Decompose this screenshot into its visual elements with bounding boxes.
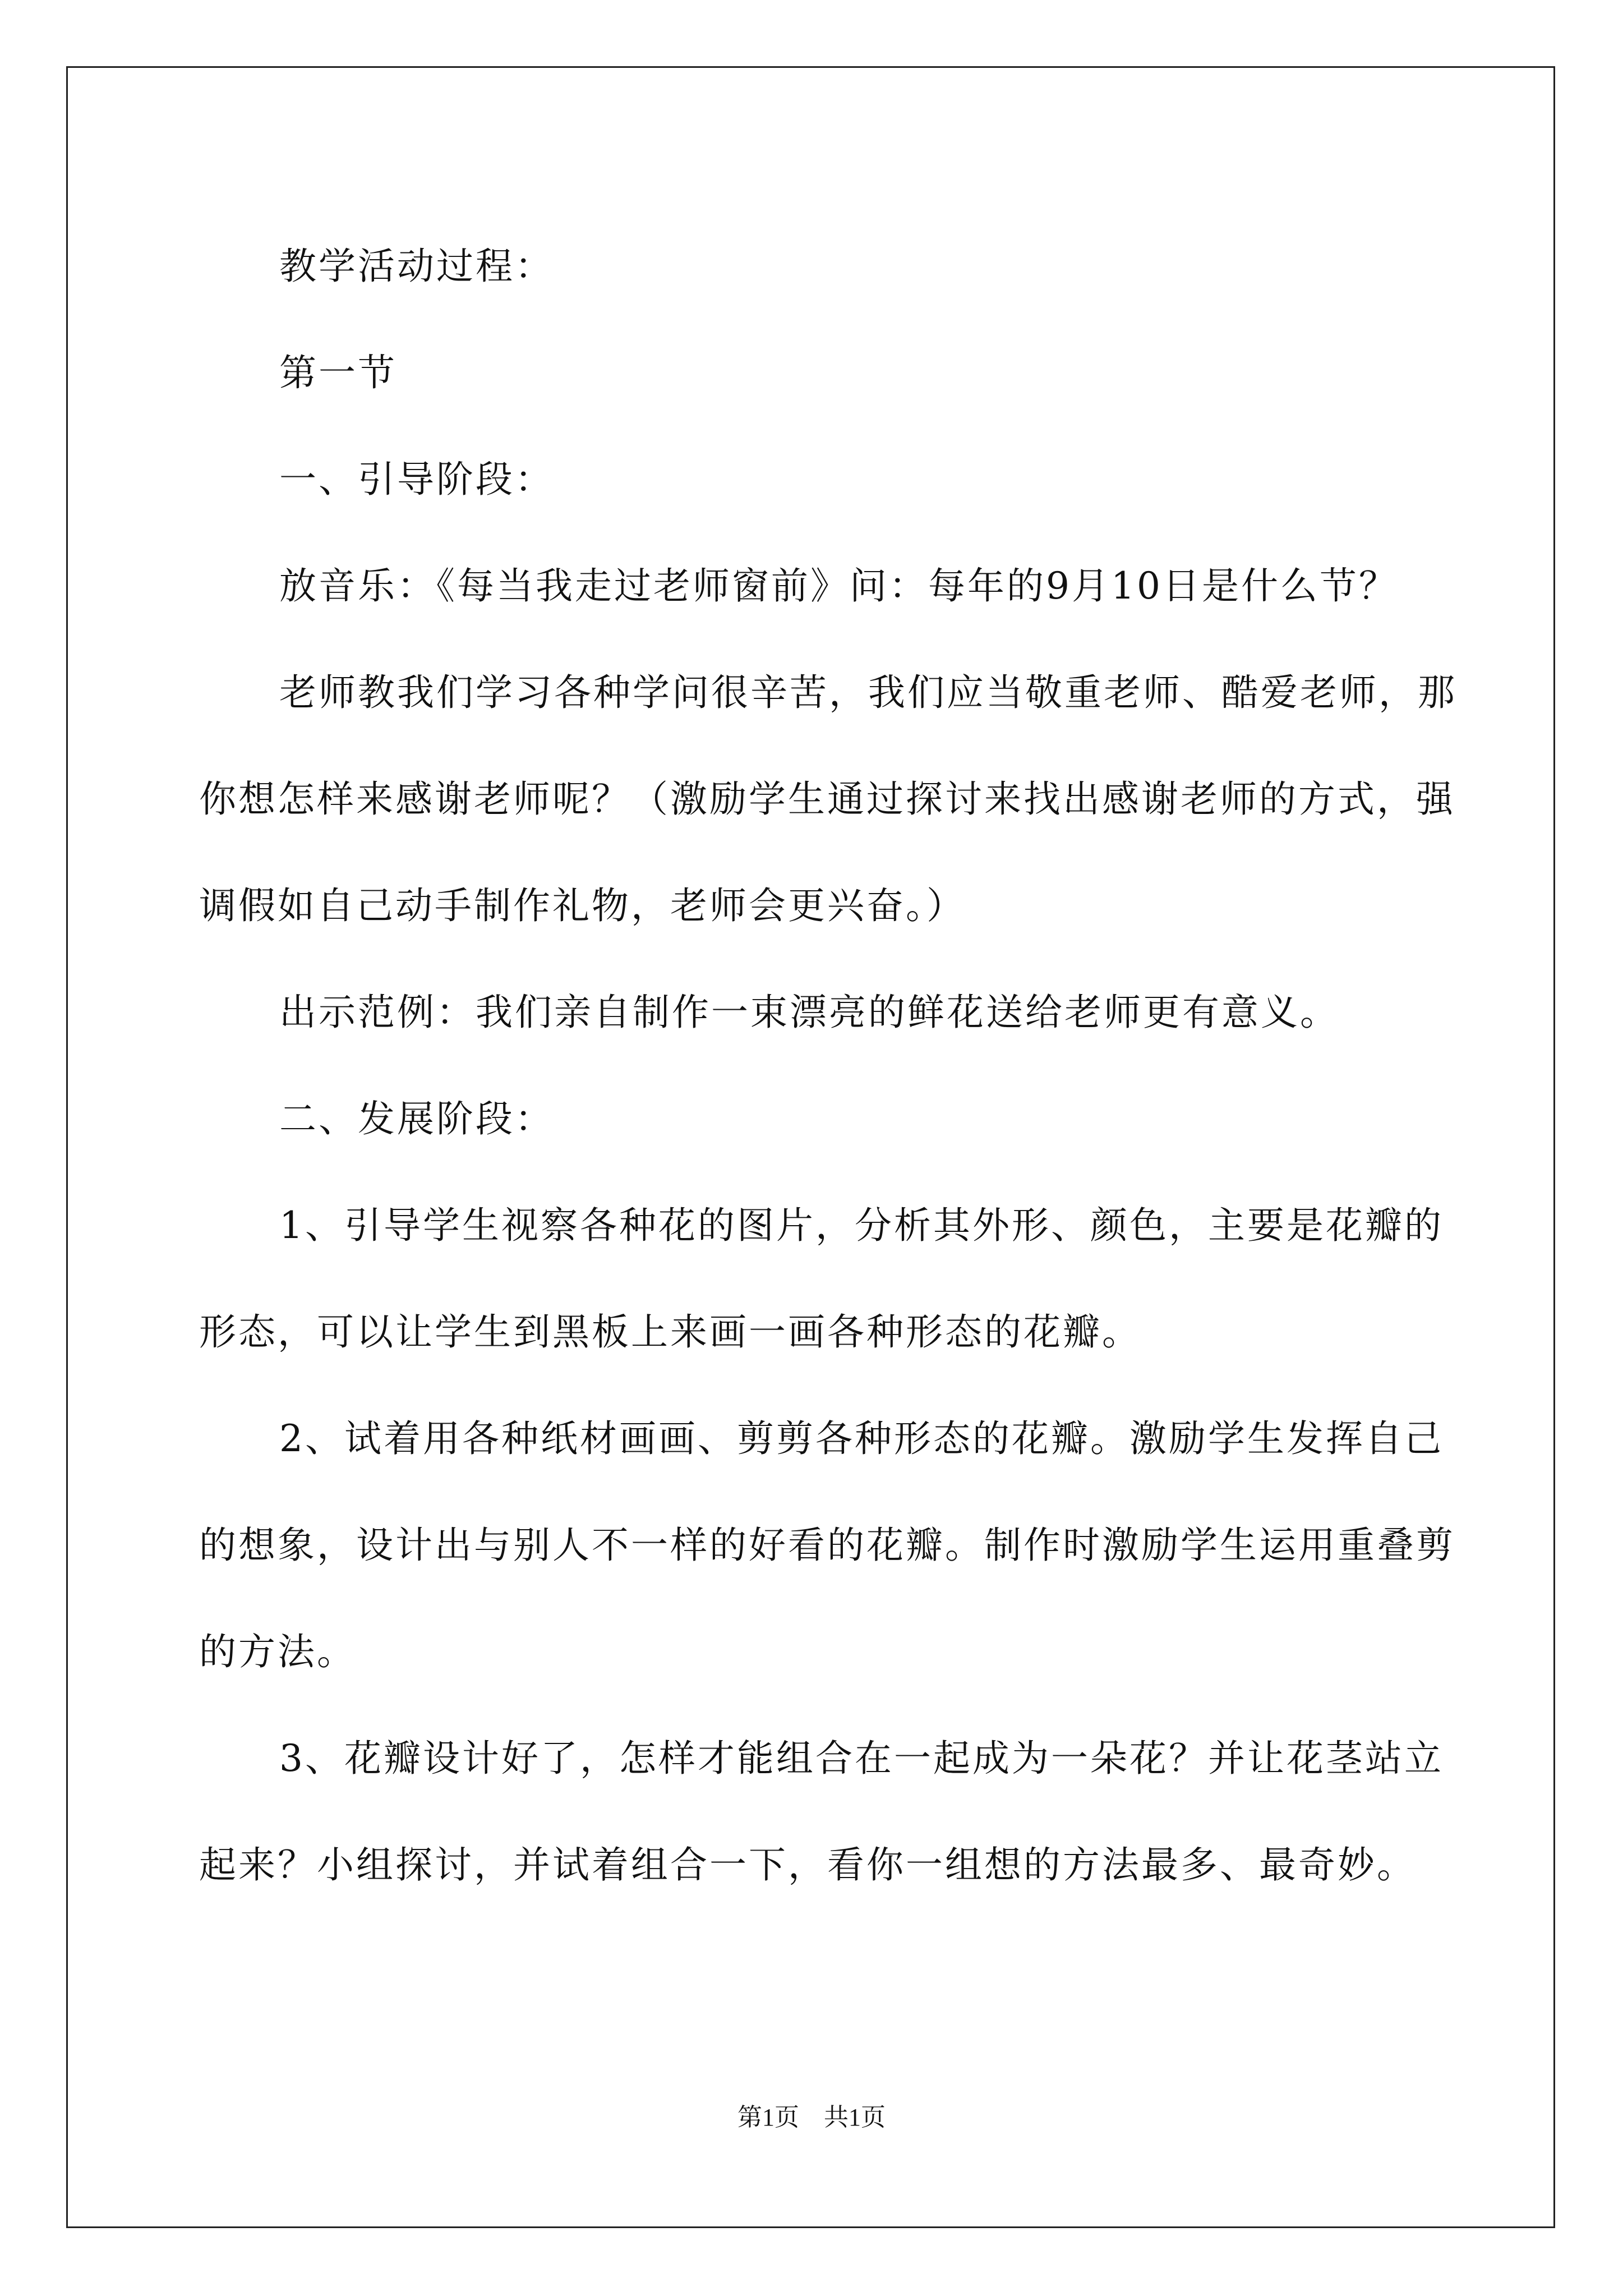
page-footer: 第1页 共1页: [737, 2104, 886, 2131]
heading-teaching-process: 教学活动过程：: [279, 245, 554, 288]
paragraph: 出示范例：我们亲自制作一束漂亮的鲜花送给老师更有意义。: [279, 991, 1339, 1034]
paragraph: 老师教我们学习各种学问很辛苦，我们应当敬重老师、酷爱老师，那你想怎样来感谢老师呢？（激励学生通过探讨来找出感谢老师的方式，强调假如自己动手制作礼物，老师会更兴奋。）: [199, 671, 1457, 927]
stage-heading-guide: 一、引导阶段：: [279, 458, 554, 501]
list-item: 3、花瓣设计好了，怎样才能组合在一起成为一朵花？并让花茎站立起来？小组探讨，并试着组合一下，看你一组想的方法最多、最奇妙。: [199, 1737, 1444, 1887]
document-body: [199, 213, 1467, 1918]
section-title: 第一节: [279, 351, 397, 394]
list-item: 2、试着用各种纸材画画、剪剪各种形态的花瓣。激励学生发挥自己的想象，设计出与别人不一样的好看的花瓣。制作时激励学生运用重叠剪的方法。: [199, 1417, 1455, 1673]
paragraph: 放音乐：《每当我走过老师窗前》问：每年的9月10日是什么节？: [279, 564, 1398, 608]
list-item: 1、引导学生视察各种花的图片，分析其外形、颜色，主要是花瓣的形态，可以让学生到黑板上来画一画各种形态的花瓣。: [199, 1204, 1444, 1354]
stage-heading-develop: 二、发展阶段：: [279, 1097, 554, 1140]
